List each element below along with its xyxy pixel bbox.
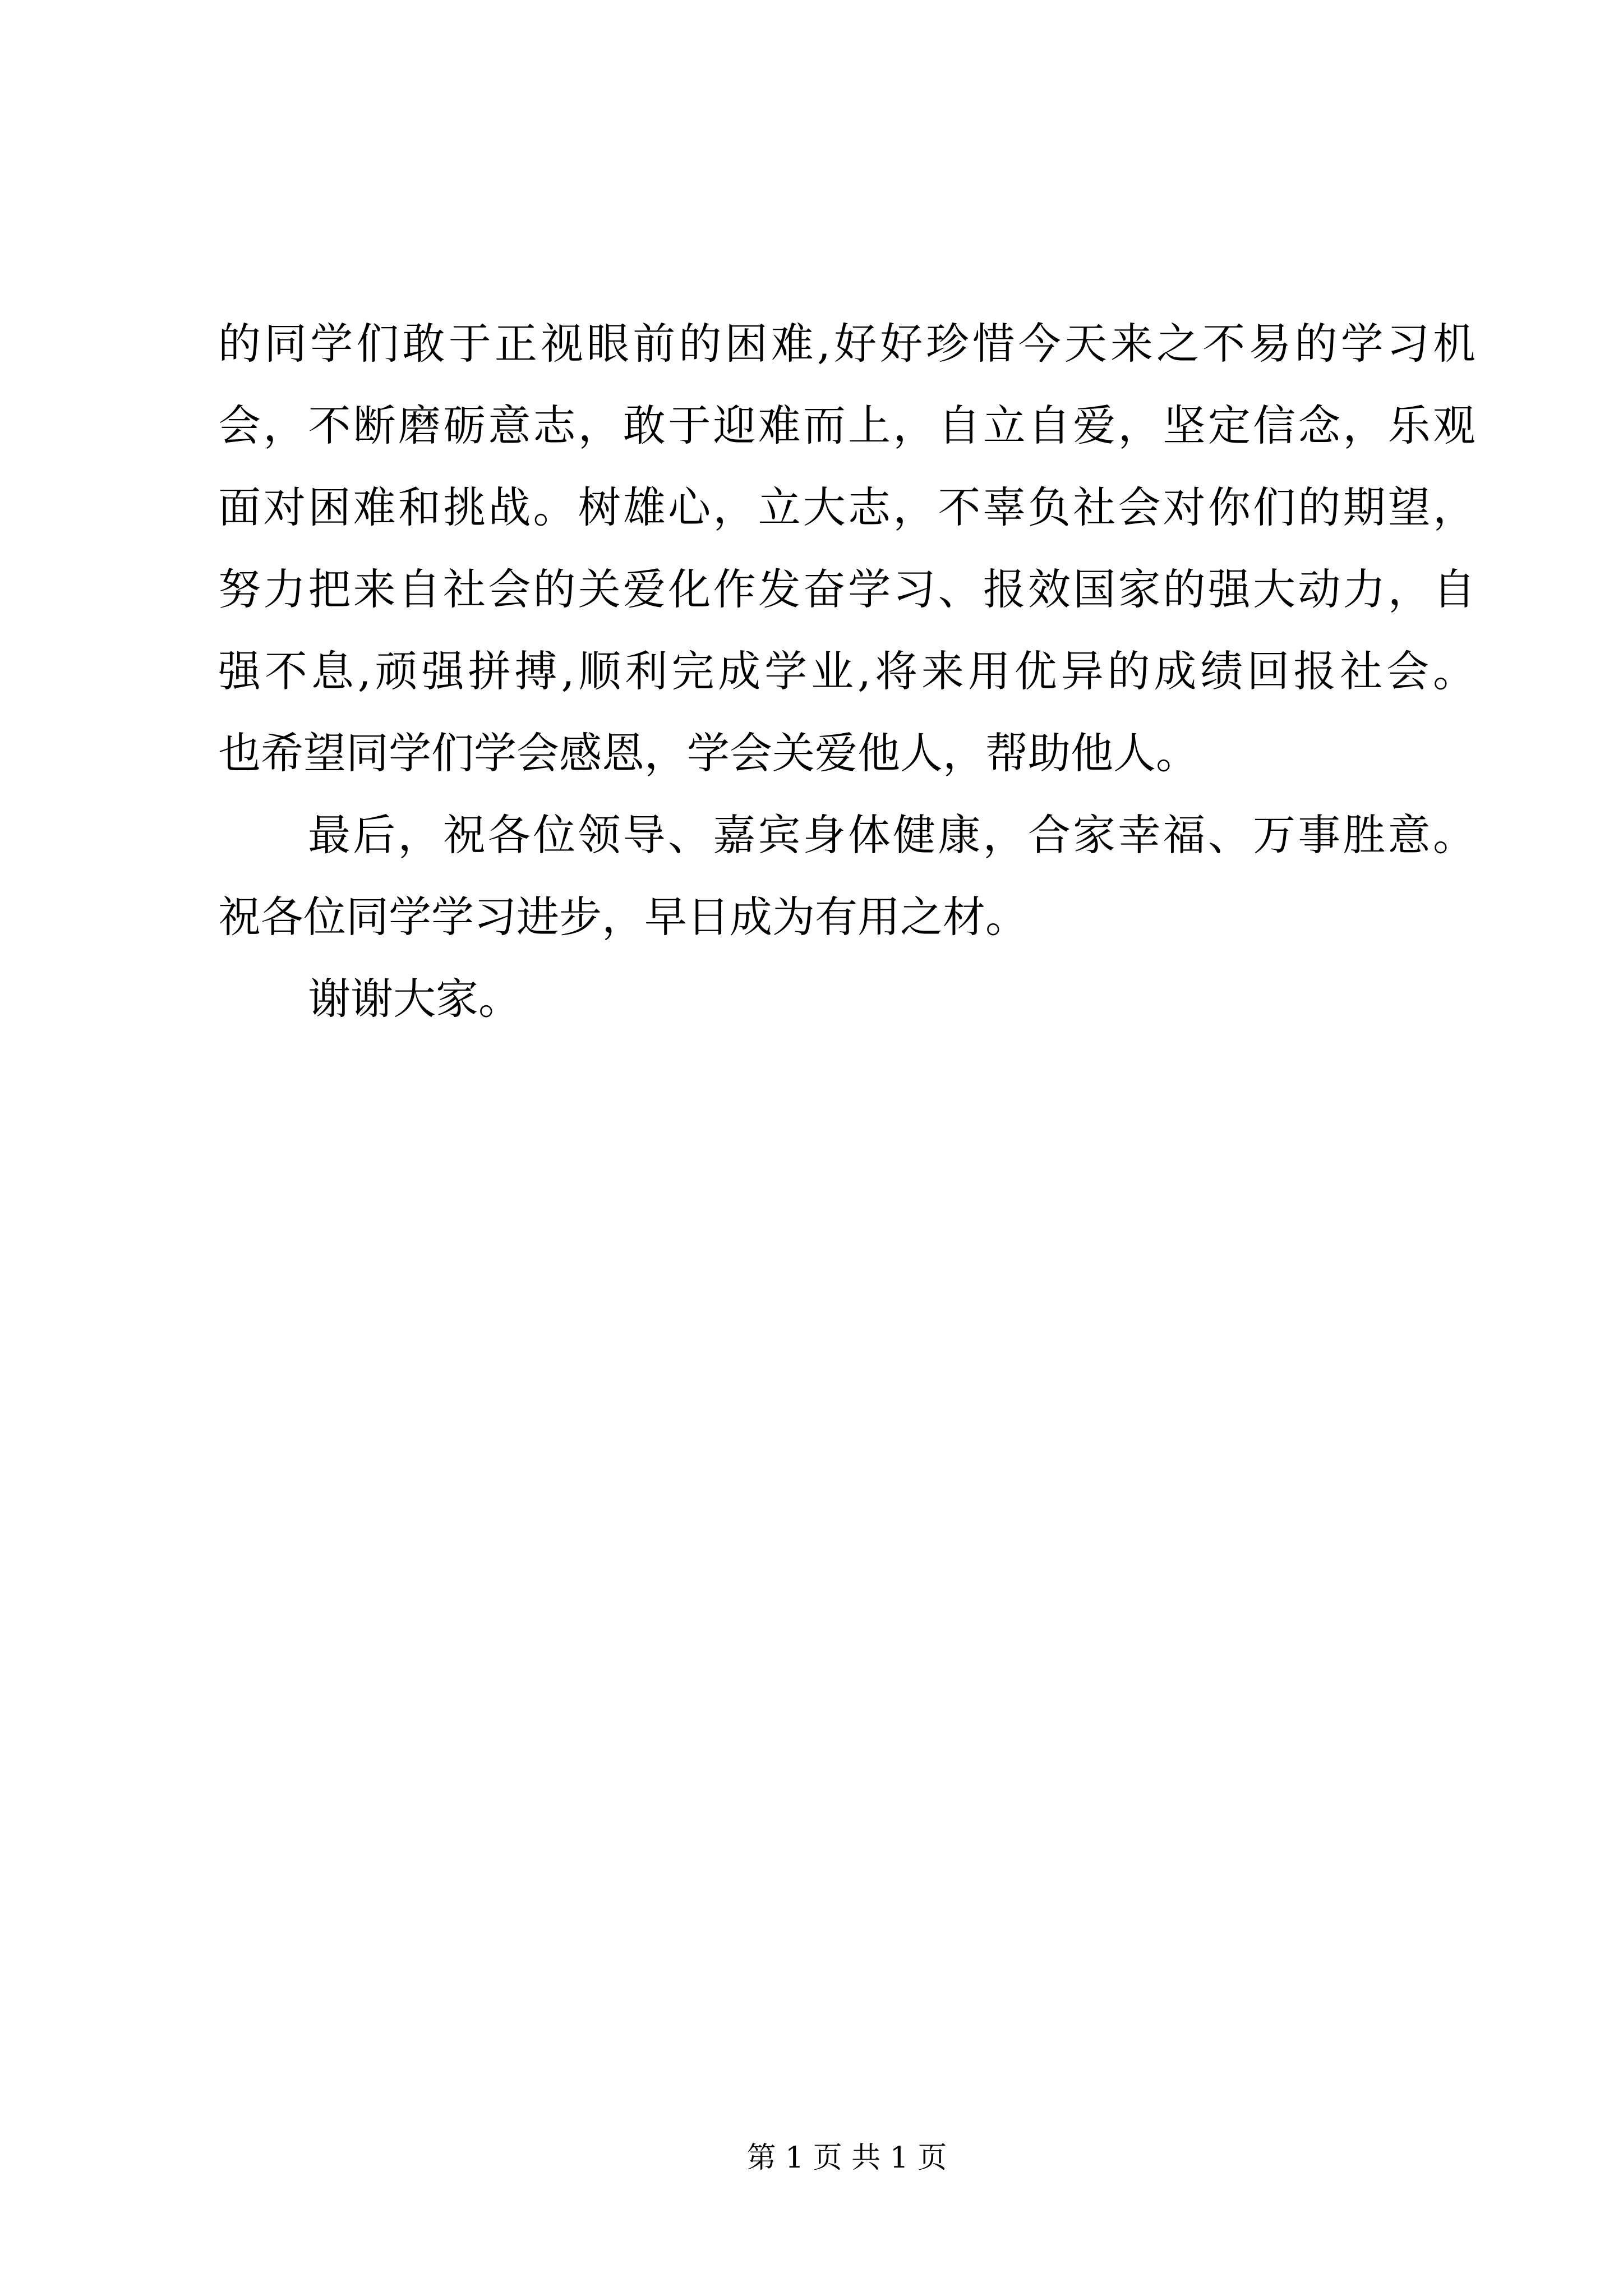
paragraph-line: 努力把来自社会的关爱化作发奋学习、报效国家的强大动力，自 [218,564,1476,614]
paragraph-3 [218,958,1476,1040]
paragraph-1 [218,303,1476,794]
paragraph-2 [218,794,1476,958]
paragraph-line: 会，不断磨砺意志，敢于迎难而上，自立自爱，坚定信念，乐观 [218,401,1476,450]
paragraph-line: 面对困难和挑战。树雄心，立大志，不辜负社会对你们的期望， [218,482,1476,532]
document-body [218,303,1476,1040]
paragraph-line: 祝各位同学学习进步，早日成为有用之材。 [218,892,1028,942]
paragraph-line: 谢谢大家。 [308,974,521,1024]
page-number-footer: 第 1 页 共 1 页 [746,2141,947,2175]
paragraph-line: 的同学们敢于正视眼前的困难,好好珍惜今天来之不易的学习机 [218,319,1476,369]
paragraph-line: 最后，祝各位领导、嘉宾身体健康，合家幸福、万事胜意。 [308,810,1476,860]
paragraph-line: 强不息,顽强拼搏,顺利完成学业,将来用优异的成绩回报社会。 [218,646,1476,696]
paragraph-line: 也希望同学们学会感恩，学会关爱他人，帮助他人。 [218,728,1198,778]
